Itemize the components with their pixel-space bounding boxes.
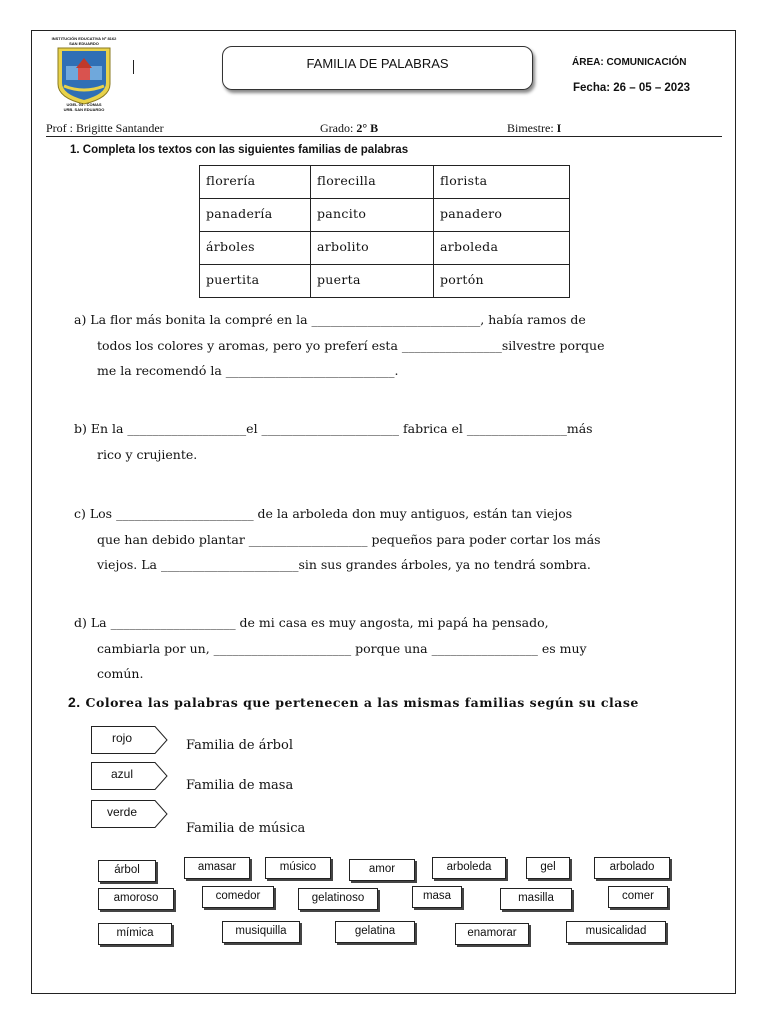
exercise-a <box>74 307 605 384</box>
exercise-line: que han debido plantar ___________________ pequeños para poder cortar los más <box>97 531 601 547</box>
table-row <box>200 232 570 265</box>
grade-info <box>320 121 378 136</box>
table-cell: arboleda <box>434 232 570 265</box>
term-label: Bimestre: <box>507 121 557 135</box>
legend-color-label: verde <box>106 805 138 819</box>
date-label: Fecha: 26 – 05 – 2023 <box>573 82 690 94</box>
word-box[interactable]: músico <box>265 857 331 879</box>
table-row <box>200 199 570 232</box>
question-2-heading <box>68 694 639 710</box>
table-cell: panadero <box>434 199 570 232</box>
word-family-table <box>199 165 570 298</box>
exercise-line: b) En la ___________________el ______________________ fabrica el ________________más <box>74 421 593 436</box>
word-box[interactable]: arbolado <box>594 857 670 879</box>
exercise-line: rico y crujiente. <box>97 446 198 462</box>
exercise-line: viejos. La ______________________sin sus grandes árboles, ya no tendrá sombra. <box>97 557 591 572</box>
table-row <box>200 265 570 298</box>
legend-family-label: Familia de música <box>186 821 306 836</box>
table-cell: florista <box>434 166 570 199</box>
table-cell: portón <box>434 265 570 298</box>
page-title-box <box>222 46 533 90</box>
logo-text-top: INSTITUCIÓN EDUCATIVA Nº 8162 <box>51 36 117 41</box>
table-cell: florecilla <box>311 166 434 199</box>
legend-color-label: azul <box>110 767 133 781</box>
word-box[interactable]: masilla <box>500 888 572 910</box>
word-box[interactable]: enamorar <box>455 923 529 945</box>
word-box[interactable]: árbol <box>98 860 156 882</box>
word-box[interactable]: masa <box>412 886 462 908</box>
header-divider <box>46 136 722 137</box>
table-cell: panadería <box>200 199 311 232</box>
word-box[interactable]: musiquilla <box>222 921 300 943</box>
word-box[interactable]: amasar <box>184 857 250 879</box>
legend-family-label: Familia de masa <box>186 778 294 793</box>
exercise-line: me la recomendó la ___________________________. <box>97 363 399 378</box>
question-2-number: 2. <box>68 694 81 710</box>
table-cell: arbolito <box>311 232 434 265</box>
exercise-line: a) La flor más bonita la compré en la ___________________________, había ramos de <box>74 312 586 327</box>
table-cell: puerta <box>311 265 434 298</box>
table-cell: florería <box>200 166 311 199</box>
term-value: I <box>556 121 562 135</box>
school-logo <box>46 36 122 114</box>
page-title: FAMILIA DE PALABRAS <box>306 56 449 71</box>
word-box[interactable]: gelatina <box>335 921 415 943</box>
word-box[interactable]: amoroso <box>98 888 174 910</box>
legend-family-label: Familia de árbol <box>186 738 293 753</box>
exercise-line: d) La ____________________ de mi casa es muy angosta, mi papá ha pensado, <box>74 615 549 630</box>
grade-value: 2° B <box>356 121 379 135</box>
exercise-line: todos los colores y aromas, pero yo preferí esta ________________silvestre porque <box>97 337 605 353</box>
table-cell: puertita <box>200 265 311 298</box>
teacher-name: Prof : Brigitte Santander <box>46 121 164 135</box>
word-box[interactable]: mímica <box>98 923 172 945</box>
term-info <box>507 121 561 136</box>
table-cell: árboles <box>200 232 311 265</box>
word-box[interactable]: arboleda <box>432 857 506 879</box>
exercise-c <box>74 501 601 578</box>
word-box[interactable]: comedor <box>202 886 274 908</box>
exercise-line: c) Los ______________________ de la arboleda don muy antiguos, están tan viejos <box>74 506 573 521</box>
text-cursor-mark <box>133 60 134 74</box>
logo-text-bottom1: UGEL 04 - COMAS <box>66 102 102 107</box>
legend-color-label: rojo <box>111 731 132 745</box>
grade-label: Grado: <box>320 121 357 135</box>
word-box[interactable]: amor <box>349 859 415 881</box>
table-cell: pancito <box>311 199 434 232</box>
exercise-line: cambiarla por un, ______________________ porque una _________________ es muy <box>97 640 587 656</box>
table-row <box>200 166 570 199</box>
question-1-heading: 1. Completa los textos con las siguientes familias de palabras <box>70 144 409 156</box>
exercise-line: común. <box>97 666 144 681</box>
logo-text-bottom2: URB. SAN EDUARDO <box>63 107 105 112</box>
area-label: ÁREA: COMUNICACIÓN <box>572 57 687 68</box>
exercise-b <box>74 416 593 467</box>
question-2-text: Colorea las palabras que pertenecen a las mismas familias según su clase <box>80 695 639 710</box>
word-box[interactable]: gelatinoso <box>298 888 378 910</box>
word-box[interactable]: gel <box>526 857 570 879</box>
word-box[interactable]: comer <box>608 886 668 908</box>
exercise-d <box>74 610 587 687</box>
word-box[interactable]: musicalidad <box>566 921 666 943</box>
logo-text-sub: SAN EDUARDO <box>69 41 99 46</box>
